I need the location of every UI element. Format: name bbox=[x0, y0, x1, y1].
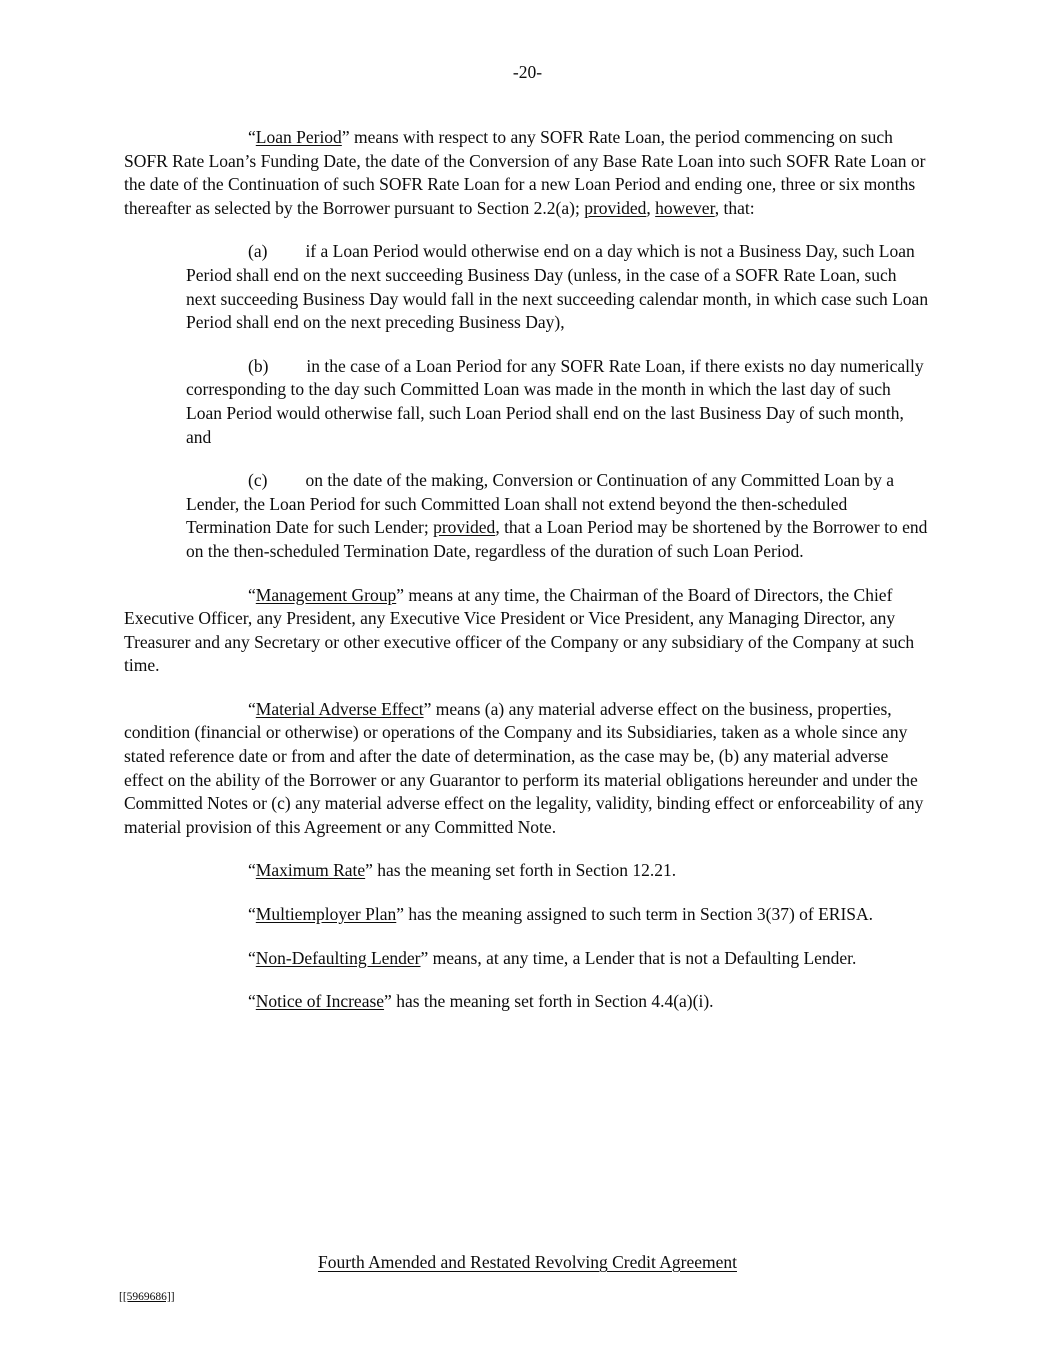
definition-loan-period: “Loan Period” means with respect to any SOFR Rate Loan, the period commencing on such SOFR Rate Loan’s Funding Date, the date of the Conversion of any Base Rate Loan into such SOFR Rate Loan or the date of the Continuation of such SOFR Rate Loan for a new Loan Period and ending one, three or six months thereafter as selected by the Borrower pursuant to Section 2.2(a); provided, however, that: bbox=[124, 127, 926, 218]
definition-multiemployer-plan: “Multiemployer Plan” has the meaning assigned to such term in Section 3(37) of ERISA. bbox=[248, 904, 874, 925]
definition-maximum-rate: “Maximum Rate” has the meaning set forth in Section 12.21. bbox=[248, 860, 677, 881]
document-id-stamp: [[5969686]] bbox=[119, 1291, 175, 1303]
definition-management-group: “Management Group” means at any time, the Chairman of the Board of Directors, the Chief Executive Officer, any President, any Executive Vice President or Vice President, any Managing Director, any Treasurer and any Secretary or other executive officer of the Company or any subsidiary of the Company at such time. bbox=[124, 584, 915, 676]
page-number: -20- bbox=[512, 62, 543, 82]
clause-label: (c) bbox=[248, 470, 268, 491]
definition-notice-of-increase: “Notice of Increase” has the meaning set forth in Section 4.4(a)(i). bbox=[248, 991, 714, 1012]
clause-a: (a) if a Loan Period would otherwise end on a day which is not a Business Day, such Loan Period shall end on the next succeeding Business Day (unless, in the case of a SOFR Rate Loan, such next succeeding Business Day would fall in the next succeeding calendar month, in which case such Loan Period shall end on the next preceding Business Day), bbox=[186, 241, 929, 333]
clause-label: (b) bbox=[248, 355, 269, 376]
clause-label: (a) bbox=[248, 241, 268, 262]
clause-b: (b) in the case of a Loan Period for any SOFR Rate Loan, if there exists no day numerically corresponding to the day such Committed Loan was made in the month in which the last day of such Loan Period would otherwise fall, such Loan Period shall end on the last Business Day of such month, and bbox=[186, 355, 924, 447]
definition-material-adverse-effect: “Material Adverse Effect” means (a) any material adverse effect on the business, properties, condition (financial or otherwise) or operations of the Company and its Subsidiaries, taken as a whole since any stated reference date or from and after the date of determination, as the case may be, (b) any material adverse effect on the ability of the Borrower or any Guarantor to perform its material obligations hereunder and under the Committed Notes or (c) any material adverse effect on the legality, validity, binding effect or enforceability of any material provision of this Agreement or any Committed Note. bbox=[124, 698, 924, 837]
definition-non-defaulting-lender: “Non-Defaulting Lender” means, at any time, a Lender that is not a Defaulting Lender. bbox=[248, 947, 857, 968]
clause-c: (c) on the date of the making, Conversion or Continuation of any Committed Loan by a Lender, the Loan Period for such Committed Loan shall not extend beyond the then-scheduled Termination Date for such Lender; provided, that a Loan Period may be shortened by the Borrower to end on the then-scheduled Termination Date, regardless of the duration of such Loan Period. bbox=[186, 470, 928, 561]
page-body bbox=[124, 126, 931, 1014]
footer-document-title: Fourth Amended and Restated Revolving Credit Agreement bbox=[318, 1252, 737, 1272]
